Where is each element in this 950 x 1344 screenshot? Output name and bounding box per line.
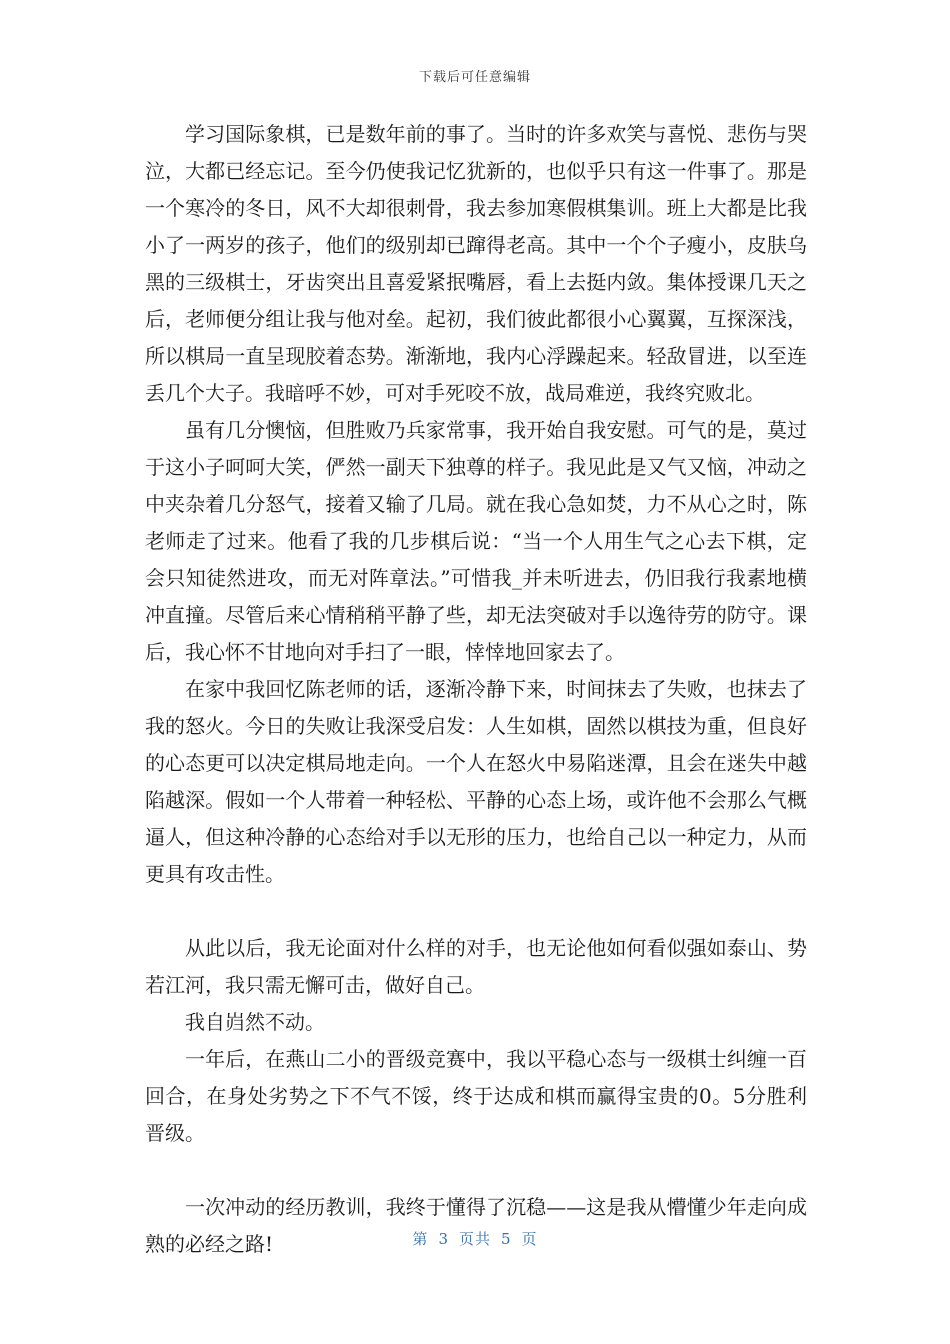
footer-prefix: 第 xyxy=(412,1230,429,1248)
paragraph-5: 我自岿然不动。 xyxy=(185,1010,325,1034)
paragraph-1: 学习国际象棋，已是数年前的事了。当时的许多欢笑与喜悦、悲伤与哭泣，大都已经忘记。至今仍使我记忆犹新的，也似乎只有这一件事了。那是一个寒冷的冬日，风不大却很刺骨，我去参加寒假棋集训。班上大都是比我小了一两岁的孩子，他们的级别却已蹿得老高。其中一个个子瘦小，皮肤乌黑的三级棋士，牙齿突出且喜爱紧抿嘴唇，看上去挺内敛。集体授课几天之后，老师便分组让我与他对垒。起初，我们彼此都很小心翼翼，互探深浅，所以棋局一直呈现胶着态势。渐渐地，我内心浮躁起来。轻敌冒进，以至连丢几个大子。我暗呼不妙，可对手死咬不放，战局难逆，我终究败北。 xyxy=(145,122,807,405)
paragraph-3: 在家中我回忆陈老师的话，逐渐冷静下来，时间抹去了失败，也抹去了我的怒火。今日的失败让我深受启发：人生如棋，固然以棋技为重，但良好的心态更可以决定棋局地走向。一个人在怒火中易陷迷潭，且会在迷失中越陷越深。假如一个人带着一种轻松、平静的心态上场，或许他不会那么气概逼人，但这种冷静的心态给对手以无形的压力，也给自己以一种定力，从而更具有攻击性。 xyxy=(145,677,807,886)
page-footer xyxy=(0,1228,950,1249)
paragraph-4: 从此以后，我无论面对什么样的对手，也无论他如何看似强如泰山、势若江河，我只需无懈可击，做好自己。 xyxy=(145,936,807,997)
document-body xyxy=(145,116,807,1263)
paragraph-gap xyxy=(145,1152,807,1189)
paragraph-6: 一年后，在燕山二小的晋级竞赛中，我以平稳心态与一级棋士纠缠一百回合，在身处劣势之下不气不馁，终于达成和棋而赢得宝贵的0。5分胜利晋级。 xyxy=(145,1047,807,1145)
paragraph-gap xyxy=(145,893,807,930)
paragraph-2: 虽有几分懊恼，但胜败乃兵家常事，我开始自我安慰。可气的是，莫过于这小子呵呵大笑，俨然一副天下独尊的样子。我见此是又气又恼，冲动之中夹杂着几分怒气，接着又输了几局。就在我心急如焚，力不从心之时，陈老师走了过来。他看了我的几步棋后说：“当一个人用生气之心去下棋，定会只知徒然进攻，而无对阵章法。”可惜我_并未听进去，仍旧我行我素地横冲直撞。尽管后来心情稍稍平静了些，却无法突破对手以逸待劳的防守。课后，我心怀不甘地向对手扫了一眼，悻悻地回家去了。 xyxy=(145,418,807,664)
footer-suffix: 页 xyxy=(521,1230,538,1248)
footer-page-number: 3 xyxy=(438,1230,449,1248)
paragraph-7: 一次冲动的经历教训，我终于懂得了沉稳——这是我从懵懂少年走向成熟的必经之路! xyxy=(145,1195,807,1256)
footer-middle: 页共 xyxy=(458,1230,491,1248)
page-header: 下载后可任意编辑 xyxy=(418,70,531,85)
footer-total-pages: 5 xyxy=(501,1230,512,1248)
